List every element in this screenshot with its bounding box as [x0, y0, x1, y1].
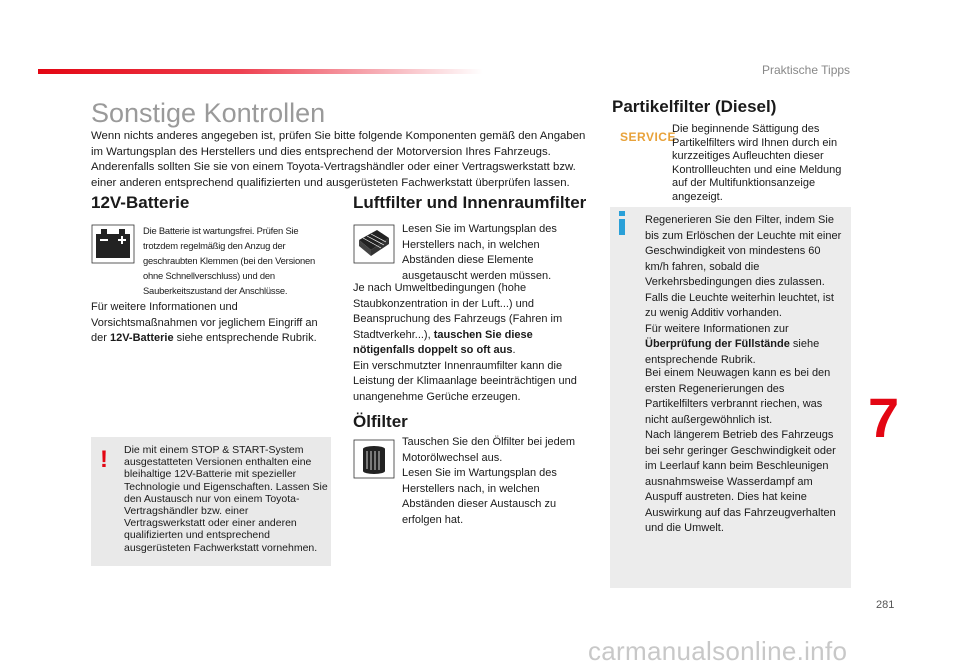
air-filter-more-2: Ein verschmutzter Innenraumfilter kann die Leistung der Klimaanlage beeinträchtigen und unangenehme Gerüche erzeugen. [353, 359, 577, 403]
air-filter-more-text: Je nach Umweltbedingungen (hohe Staubkonzentration in der Luft...) und Beanspruchung des Fahrzeugs (Fahren im Stadtverkehr...), [353, 282, 563, 341]
oil-filter-icon [353, 439, 395, 479]
exclamation-icon: ! [100, 446, 108, 473]
air-filter-more-end: . [512, 344, 516, 356]
page-number: 281 [876, 599, 895, 611]
battery-more-link-text: 12V-Batterie [109, 332, 174, 344]
battery-icon [91, 224, 135, 264]
air-filter-text: Lesen Sie im Wartungsplan des Herstellers nach, in welchen Abständen diese Elemente ausgetauscht werden müssen. [402, 223, 557, 282]
page-title: Sonstige Kontrollen [91, 98, 326, 128]
filter-icon [353, 224, 395, 264]
air-filter-more [353, 281, 588, 405]
oil-filter-heading: Ölfilter [353, 412, 408, 431]
particle-filter-intro: Die beginnende Sättigung des Partikelfilters wird Ihnen durch ein kurzzeitiges Aufleuchten dieser Kontrollleuchten und eine Meldung auf der Multifunktionsanzeige angezeigt. [672, 123, 842, 203]
info-text-new-vehicle [645, 366, 845, 537]
battery-more-text: Für weitere Informationen und Vorsichtsmaßnahmen vor jeglichem Eingriff an der [91, 301, 318, 344]
header-accent-bar [38, 69, 483, 74]
info-text-3: Für weitere Informationen zur [645, 322, 789, 335]
service-warning-icon: SERVICE [620, 130, 676, 144]
info-text-3-bold: Überprüfung der Füllstände [645, 338, 790, 350]
air-filter-emphasis: tauschen Sie diese nötigenfalls doppelt so oft aus [353, 328, 533, 356]
info-text-5: Nach längerem Betrieb des Fahrzeugs bei sehr geringer Geschwindigkeit oder im Leerlauf kann beim Beschleunigen ausnahmsweise Wasserdampf am Auspuff austreten. Dies hat keine Auswirkung auf das Fahrzeugverhalten und die Umwelt. [645, 429, 836, 534]
battery-more-end: siehe entsprechende Rubrik. [173, 332, 317, 344]
info-text-3-end: siehe entsprechende Rubrik. [645, 338, 820, 366]
oil-filter-text-2: Lesen Sie im Wartungsplan des Herstellers nach, in welchen Abständen dieser Austausch zu erfolgen hat. [402, 467, 557, 526]
oil-filter-text-1: Tauschen Sie den Ölfilter bei jedem Motorölwechsel aus. [402, 436, 576, 464]
particle-filter-heading: Partikelfilter (Diesel) [612, 97, 777, 116]
battery-note: Die Batterie ist wartungsfrei. Prüfen Sie trotzdem regelmäßig den Anzug der geschraubten Klemmen (bei den Versionen ohne Schnellverschluss) und den Sauberkeitszustand der Anschlüsse. [143, 225, 315, 296]
watermark: carmanualsonline.info [588, 636, 848, 666]
info-icon [619, 211, 625, 235]
battery-more-info [91, 300, 336, 347]
section-name: Praktische Tipps [762, 63, 851, 77]
info-text-4: Bei einem Neuwagen kann es bei den ersten Regenerierungen des Partikelfilters verbrannt riechen, was nicht außergewöhnlich ist. [645, 367, 831, 426]
warning-text: Die mit einem STOP & START-System ausgestatteten Versionen enthalten eine bleihaltige 12V-Batterie mit spezieller Technologie und Eigenschaften. Lassen Sie den Austausch nur von einem Toyota-Vertragshändler bzw. einer Vertragswerkstatt oder einer anderen qualifizierten und entsprechend ausgerüsteten Fachwerkstatt vornehmen. [124, 444, 328, 554]
info-text-2: Falls die Leuchte weiterhin leuchtet, ist zu wenig Additiv vorhanden. [645, 291, 834, 319]
info-text-regeneration [645, 213, 845, 368]
intro-paragraph: Wenn nichts anderes angegeben ist, prüfen Sie bitte folgende Komponenten gemäß den Angaben im Wartungsplan des Herstellers und dies entsprechend der Motorversion Ihres Fahrzeugs. Anderenfalls sollten Sie sie von einem Toyota-Vertragshändler oder einer Vertragswerkstatt bzw. einer anderen entsprechend qualifizierten und ausgerüsteten Fachwerkstatt überprüfen lassen. [91, 130, 586, 189]
info-text-1: Regenerieren Sie den Filter, indem Sie bis zum Erlöschen der Leuchte mit einer Geschwindigkeit von mindestens 60 km/h fahren, sobald die Verkehrsbedingungen dies zulassen. [645, 214, 842, 288]
air-filter-heading: Luftfilter und Innenraumfilter [353, 193, 587, 212]
battery-heading: 12V-Batterie [91, 193, 190, 212]
oil-filter-text [402, 435, 582, 528]
chapter-number: 7 [868, 386, 900, 449]
